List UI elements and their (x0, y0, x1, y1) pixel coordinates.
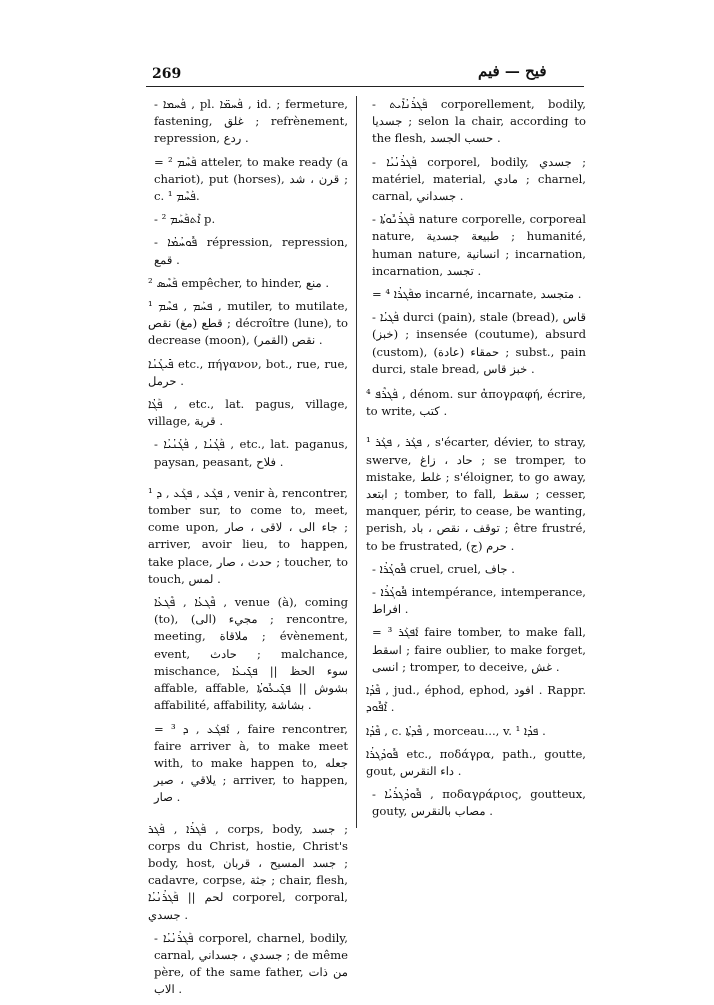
dictionary-entry: - ܦܰܓܳܢܳܐ , ܦܰܓܳܢܳܝܳܐ , etc., lat. paganus, paysan, peasant, فلاح . (154, 437, 349, 469)
running-head: فيح — فيم (478, 62, 547, 80)
dictionary-entry: - ܦܰܓܪܳܢܳܝܳܐ corporel, bodily, جسدي ; matériel, material, مادي ; charnel, carnal, جسداني . (372, 154, 587, 204)
dictionary-entry: ܦܺܝܓܳܢܳܐ etc., πήγανον, bot., rue, rue, حرمل . (148, 356, 348, 388)
dictionary-entry: - ܦܰܓܪܳܢܽܘܬܳܐ nature corporelle, corporeal nature, طبيعة جسدية ; humanité, human nature, انسانية ; incarnation, incarnation, تجسد . (372, 212, 587, 278)
dictionary-entry: - ܦܽܘܓܳܪܳܐ intempérance, intemperance, افراط . (372, 585, 586, 617)
column-divider (356, 96, 357, 828)
dictionary-entry: - ܦܽܘܚܳܡܳܐ répression, repression, قمع . (154, 235, 348, 267)
header-rule (146, 86, 584, 87)
page-number: 269 (152, 66, 182, 82)
dictionary-entry: - ܦܰܚܡܐ , pl. ܦܰܚܡ̈ܐ , id. ; fermeture, fastening, غلق ; refrènement, repression, ردع . (154, 97, 348, 146)
dictionary-entry: - ܦܽܘܕܳܓܪܳܝܳܐ , ποδαγράριος, goutteux, gouty, مصاب بالنقرس . (372, 787, 586, 819)
dictionary-entry: ¹ ܦܓܰܥ , ܦܓܰܥ , ܕ , venir à, rencontrer, tomber sur, to come to, meet, come upon, جاء الى ، لاقى ، صار ; arriver, avoir lieu, to happen, take place, حدث ، صار ; toucher, to touch, لمس . (148, 485, 349, 586)
dictionary-entry: = ⁴ ܡܦܰܓܪܳܐ incarné, incarnate, متجسد . (372, 287, 582, 302)
right-column (366, 96, 586, 827)
dictionary-entry: ܦܰܓܪܳܐ , ܦܰܓܪ , corps, body, جسد ; corps du Christ, hostie, Christ's body, host, جسد المسيح ، قربان ; cadavre, corpse, جثة ; chair, flesh, لحم || ܦܰܓܪܳܢܳܝܳܐ corporel, corporal, جسدي . (148, 821, 348, 922)
dictionary-entry: ܦܰܓܳܐ , etc., lat. pagus, village, village, قرية . (148, 397, 348, 429)
dictionary-entry: - ܦܽܘܓܳܪܳܐ cruel, cruel, جاف . (372, 561, 515, 576)
dictionary-entry: ܦܽܘܕܳܓܪܳܐ etc., ποδάγρα, path., goutte, gout, داء النقرس . (366, 746, 586, 778)
dictionary-entry: - ² ܐܶܬܦܰܚܰܡ p. (154, 212, 216, 227)
dictionary-entry: = ³ ܐܰܦܓܰܥ , ܕ , faire rencontrer, faire arriver à, to make meet with, to make happen to, جعله يلاقي ، صير ; arriver, to happen, صار . (154, 721, 348, 805)
dictionary-entry: ² ܦܰܚܶܣ empêcher, to hinder, منع . (148, 275, 330, 290)
dictionary-entry: - ܦܰܓܪܳܢܳܐܺܝܬ corporellement, bodily, جسديا ; selon la chair, according to the flesh, حسب الجسد . (372, 97, 586, 146)
dictionary-entry: ¹ ܦܓܰܪ , ܦܓܰܪ , s'écarter, dévier, to stray, swerve, حاد ، زاغ ; se tromper, to mistake, غلط ; s'éloigner, to go away, ابتعد ; tomber, to fall, سقط ; cesser, manquer, périr, to cease, be wanting, perish, توقف ، نقص ، باد ; être frustré, to be frustrated, حرم (ج) . (366, 435, 587, 553)
dictionary-entry: ⁴ ܦܰܓܪܶܦ , dénom. sur ἀπογραφή, écrire, to write, كتب . (366, 387, 586, 419)
dictionary-entry: ܦܶܕܳܐ , jud., éphod, ephod, افود . Rappr. ܐܶܦܽܘܕ . (366, 683, 587, 715)
dictionary-entry: - ܦܰܓܝܳܐ durci (pain), stale (bread), قاس (خبز) ; insensée (coutume), absurd (custom), حمقاء (عادة) ; subst., pain durci, stale bread, خبز قاس . (372, 310, 587, 376)
dictionary-entry: ܦܶܓܥܳܐ , ܦܶܓܥܳܐ , venue (à), coming (to), مجيء (الى) ; rencontre, meeting, ملاقاة ; évènement, event, حادث ; malchance, mischance, سوء الحظ || ܦܓܺܝܥܳܐ affable, affable, بشوش || ܦܓܺܝܥܽܘܬܳܐ affabilité, affability, بشاشة . (154, 595, 349, 713)
left-column (148, 96, 348, 1005)
dictionary-entry: ¹ ܦܚܰܡ , ܦܚܶܡ , mutiler, to mutilate, قطع (مغ) نقص ; décroître (lune), to decrease (moon), نقص (القمر) . (148, 299, 349, 348)
dictionary-entry: - ܦܰܓܪܳܢܳܝܳܐ corporel, charnel, bodily, carnal, جسدي ، جسداني ; de même père, of the same father, من ذات الاب . (154, 930, 348, 997)
dictionary-entry: = ³ ܐܰܦܓܰܪ faire tomber, to make fall, اسقط ; faire oublier, to make forget, انسى ; tromper, to deceive, غش . (372, 625, 586, 674)
dictionary-entry: = ² ܦܰܚܶܡ atteler, to make ready (a chariot), put (horses), قرن ، شد ; c. ¹ ܦܰܚܶܡ. (154, 154, 349, 204)
dictionary-entry: ܦܶܕܳܐ , c. ܦܶܕܬܳܐ , morceau..., v. ¹ ܦܕܳܐ . (366, 723, 546, 738)
